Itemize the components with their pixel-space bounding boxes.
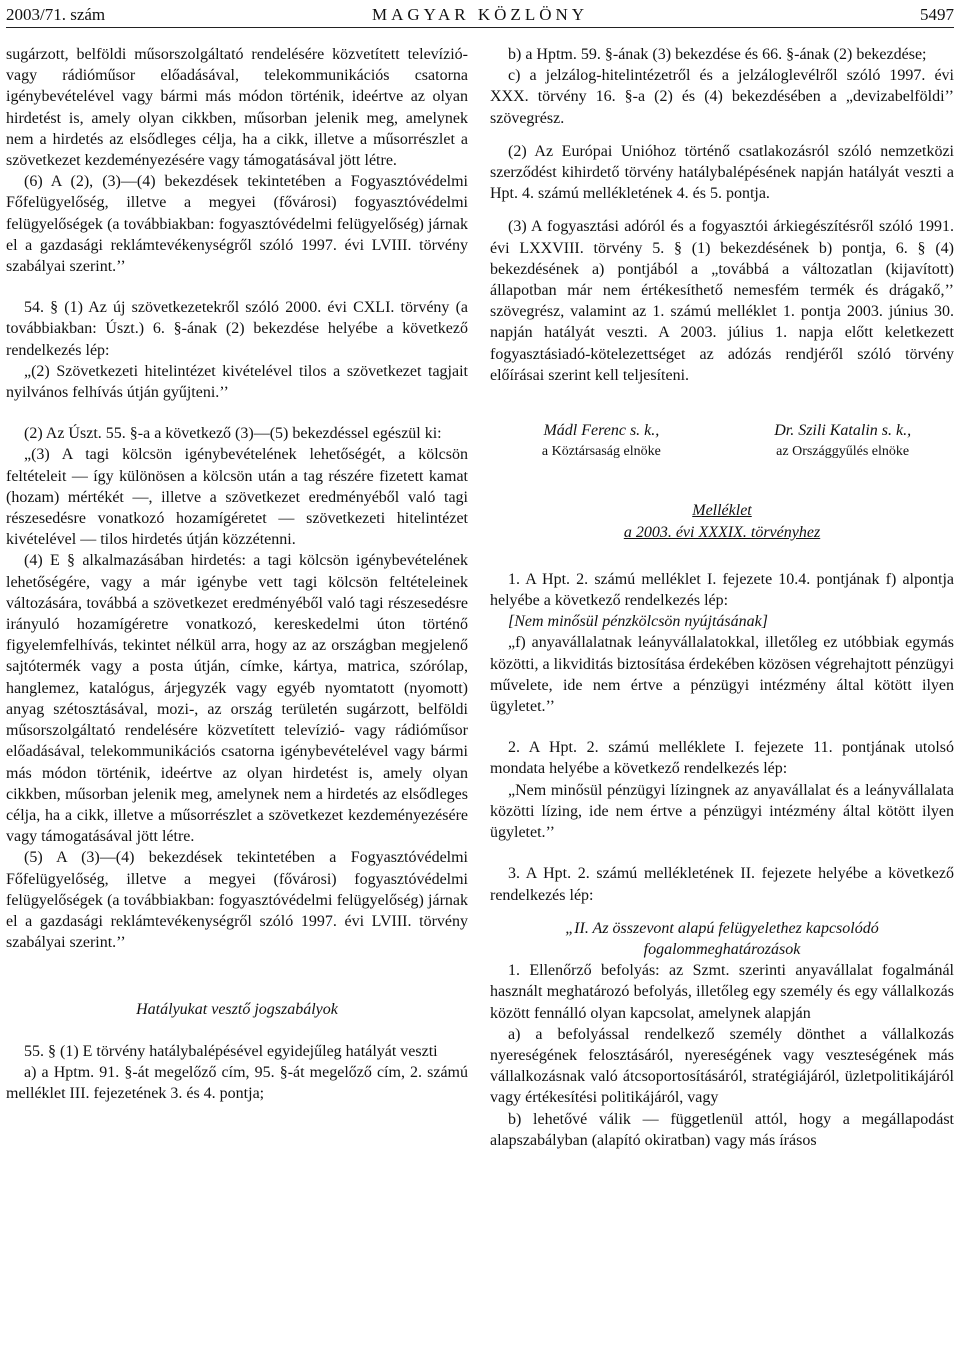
paragraph: „f) anyavállalatnak leányvállalatokkal, illetőleg ez utóbbiak egymás közötti, a likviditás biztosítása érdekében közösen végrehajtott pénzügyi művelete, ide nem értve a pénzügyi intézmény által kötött ilyen ügyletet.’’ [490,634,954,716]
paragraph: (2) Az Európai Unióhoz történő csatlakozásról szóló nemzetközi szerződést kihirdető törvény hatálybalépésének napján hatályát veszti a Hpt. 4. számú mellékletének 4. és 5. pontja. [490,142,954,203]
section-55: 55. § (1) E törvény hatálybalépésével egyidejűleg hatályát veszti [24,1042,438,1060]
paragraph: (3) A fogyasztási adóról és a fogyasztói árkiegészítésről szóló 1991. évi LXXVIII. törvény 5. § (1) bekezdésének b) pontja, 6. § (4) bekezdésének a) pontjából a „továbbá a változatlan (kijavított) állapotban már nem értékesíthető nemesfém termék és drágakő,’’ szövegrész, valamint az 1. számú melléklet 1. pontja 2003. június 30. napján hatályát veszti. A 2003. július 1. napja előtt keletkezett fogyasztásiadó-kötelezettséget az adózás rendjéről szóló törvény előírásai szerint kell teljesíteni. [490,218,954,384]
annex-title: Melléklet [692,502,752,520]
signatures [490,420,954,462]
paragraph: 3. A Hpt. 2. számú mellékletének II. fejezete helyébe a következő rendelkezés lép: [490,865,954,904]
page-header [6,5,954,28]
page-number: 5497 [920,5,954,24]
annex-subtitle: a 2003. évi XXXIX. törvényhez [623,523,821,541]
paragraph: (2) Az Úszt. 55. §-a a következő (3)—(5) bekezdéssel egészül ki: [24,425,442,443]
paragraph: (6) A (2), (3)—(4) bekezdések tekintetében a Fogyasztóvédelmi Főfelügyelőség, illetve a megyei (fővárosi) fogyasztóvédelmi felügyelőségek (a továbbiakban: fogyasztóvédelmi felügyelőség) járnak el a gazdasági reklámtevékenységről szóló 1997. évi LVIII. törvény szabályai szerint.’’ [6,173,468,276]
signature-block [731,420,954,462]
paragraph: a) a Hptm. 91. §-át megelőző cím, 95. §-át megelőző cím, 2. számú melléklet III. fejezetének 3. és 4. pontja; [6,1063,468,1102]
paragraph: 1. A Hpt. 2. számú melléklet I. fejezete 10.4. pontjának f) alpontja helyébe a következő rendelkezés lép: [490,570,954,610]
paragraph: b) lehetővé válik — függetlenül attól, hogy a megállapodást alapszabályban (alapító okiratban) vagy más írásos [490,1110,954,1149]
signer-role: a Köztársaság elnöke [541,444,661,460]
paragraph: 1. Ellenőrző befolyás: az Szmt. szerinti anyavállalat fogalmánál használt meghatározó befolyás, illetőleg egy személy és egy vállalkozás között fennálló olyan kapcsolat, amelynek alapján [490,962,954,1022]
signature-block [490,420,713,462]
paragraph: (4) E § alkalmazásában hirdetés: a tagi kölcsön igénybevételének lehetőségére, vagy a már igénybe vett tagi kölcsön feltételeinek változására, továbbá a szövetkezet eredményéből való tagi részesedésre irányuló hozamígéretre vonatkozó, kereskedelmi úton történő figyelemfelhívás, tekintet nélkül arra, hogy az az országban megjelenő sajtótermék vagy a posta útján, címke, kártya, matrica, szórólap, hanglemez, katalógus, árjegyzék vagy egyéb nyomtatott (nyomott) anyag szétosztásával, mozi-, az ország területén sugárzott, belföldi műsorszolgáltató rendelésére közvetített televízió- vagy rádióműsor előadásával, telekommunikációs csatorna igénybevételével vagy bármi más módon történik, ideértve az olyan hirdetést is, amely olyan cikkben, műsorban jelenik meg, amelynek nem a hirdetés az elsődleges célja, ha a cikk, illetve a műsorrészlet a szövetkezet kezdeményezésére vagy támogatásával jött létre. [6,552,468,846]
signer-role: az Országgyűlés elnöke [776,444,910,460]
left-column [6,44,468,1104]
journal-title: MAGYAR KÖZLÖNY [371,5,589,24]
section-54: 54. § (1) Az új szövetkezetekről szóló 2000. évi CXLI. törvény (a továbbiakban: Úszt.) 6. §-ának (2) bekezdése helyébe a következő rendelkezés lép: [6,299,468,359]
paragraph: [Nem minősül pénzkölcsön nyújtásának] [508,613,768,631]
signer-name: Dr. Szili Katalin s. k., [774,422,912,440]
section-heading: Hatályukat vesztő jogszabályok [136,1001,338,1019]
paragraph: (5) A (3)—(4) bekezdések tekintetében a Fogyasztóvédelmi Főfelügyelőség, illetve a megyei (fővárosi) fogyasztóvédelmi felügyelőségek (a továbbiakban: fogyasztóvédelmi felügyelőség) járnak el a gazdasági reklámtevékenységről szóló 1997. évi LVIII. törvény szabályai szerint.’’ [6,849,468,952]
paragraph: sugárzott, belföldi műsorszolgáltató rendelésére közvetített televízió- vagy rádióműsor előadásával, telekommunikációs csatorna igénybevételével vagy bármi más módon történik, ideértve az olyan hirdetést is, amely olyan cikkben, műsorban jelenik meg, amelynek nem a hirdetés az elsődleges célja, ha a cikk, illetve a műsorrészlet a szövetkezet kezdeményezésére vagy támogatásával jött létre. [6,46,468,170]
paragraph: c) a jelzálog-hitelintézetről és a jelzáloglevélről szóló 1997. évi XXX. törvény 16. §-a (2) és (4) bekezdésében a „devizabelföldi’’ szövegrész. [490,67,954,127]
paragraph: 2. A Hpt. 2. számú melléklete I. fejezete 11. pontjának utolsó mondata helyébe a következő rendelkezés lép: [490,739,954,778]
paragraph: a) a befolyással rendelkező személy dönthet a vállalkozás nyereségének felosztásáról, nyereségének vagy veszteségének más vállalkozásnak való átcsoportosításáról, stratégiájáról, üzletpolitikájáról vagy értékesítési politikájáról, vagy [490,1025,954,1107]
issue-number: 2003/71. szám [6,5,106,24]
chapter-heading: „II. Az összevont alapú felügyelethez kapcsolódó fogalommeghatározások [565,919,879,958]
right-column [490,44,954,1151]
paragraph: „(2) Szövetkezeti hitelintézet kivételével tilos a szövetkezet tagjait nyilvános felhívás útján gyűjteni.’’ [6,362,468,402]
paragraph: b) a Hptm. 59. §-ának (3) bekezdése és 66. §-ának (2) bekezdése; [508,46,927,63]
signer-name: Mádl Ferenc s. k., [543,422,660,440]
paragraph: „Nem minősül pénzügyi lízingnek az anyavállalat és a leányvállalata közötti lízing, ide nem értve a pénzügyi intézmény által kötött ilyen ügyletet.’’ [490,781,954,842]
paragraph: „(3) A tagi kölcsön igénybevételének lehetőségét, a kölcsön feltételeit — így különösen a kölcsön után a tag részére fizetett kamat (hozam) mértékét —, illetve a szövetkezet eredményéből való tagi részesedésre vonatkozó hozamígéretet — szövetkezeti hitelintézet kivételével — tilos hirdetés útján közzétenni. [6,446,468,549]
